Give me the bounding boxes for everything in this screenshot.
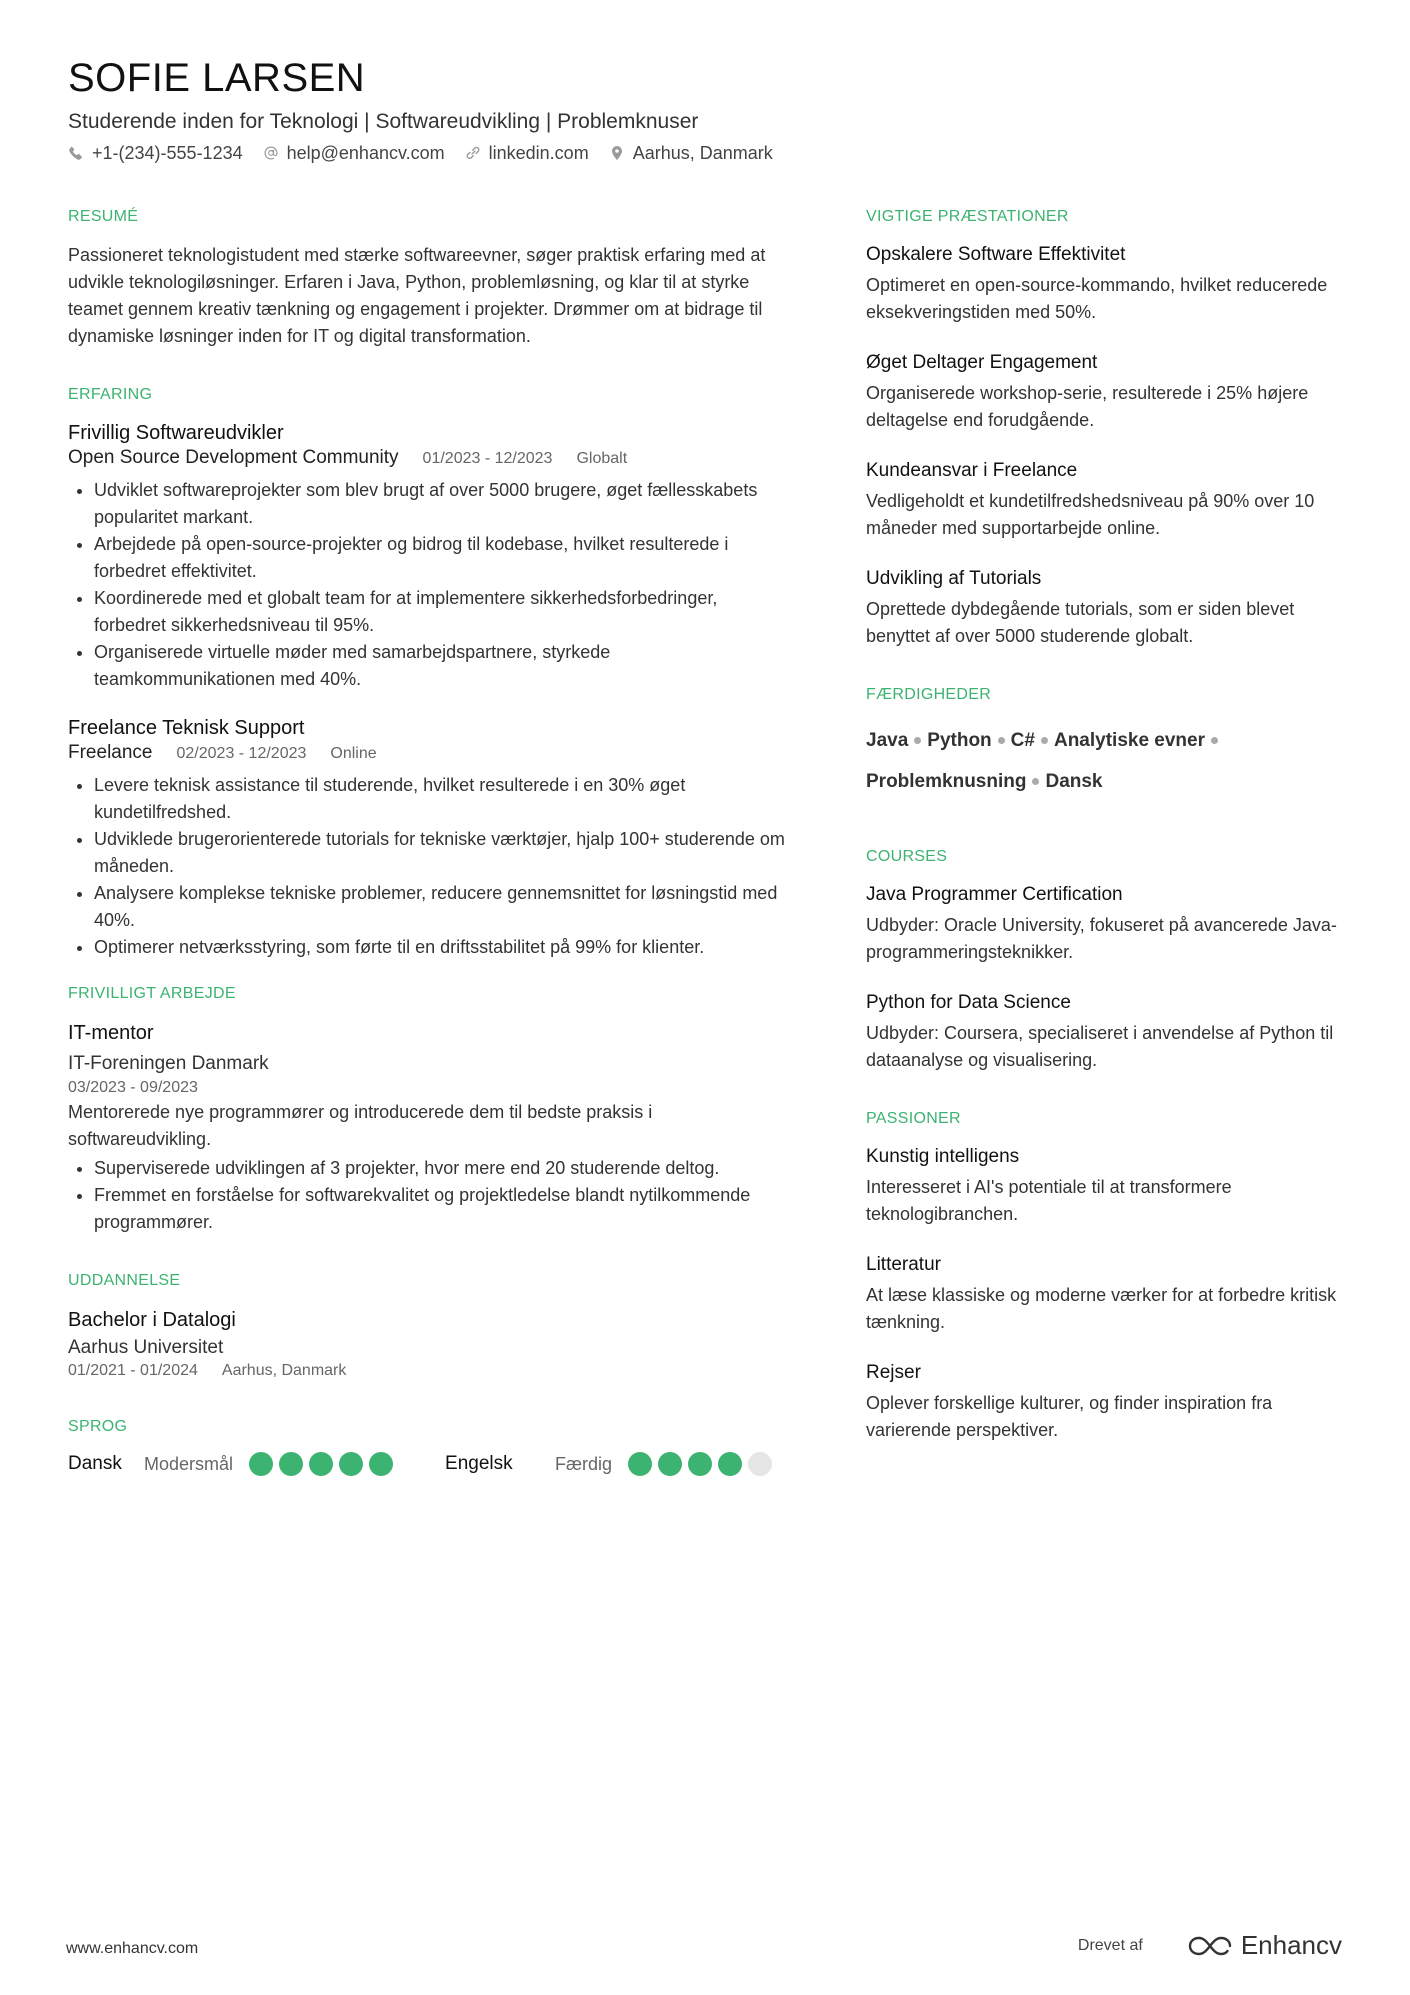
- passion-title: Kunstig intelligens: [866, 1146, 1020, 1167]
- job-bullets: [68, 477, 788, 693]
- separator-dot-icon: [914, 737, 921, 744]
- link-icon: [465, 145, 481, 161]
- bullet-item: • Analysere komplekse tekniske problemer, reducere gennemsnittet for løsningstid med 40%.: [94, 880, 788, 934]
- education-dates: 01/2021 - 01/2024: [68, 1362, 198, 1379]
- achievement-item: [866, 458, 1346, 542]
- passion-desc: Interesseret i AI's potentiale til at transformere teknologibranchen.: [866, 1177, 1232, 1224]
- skill-item: Java: [866, 730, 909, 751]
- course-title: Python for Data Science: [866, 992, 1071, 1013]
- section-title: FRIVILLIGT ARBEJDE: [68, 985, 236, 1002]
- section-title: VIGTIGE PRÆSTATIONER: [866, 208, 1069, 225]
- bullet-item: • Arbejdede på open-source-projekter og bidrog til kodebase, hvilket resulterede i forbedret effektivitet.: [94, 531, 788, 585]
- achievement-title: Udvikling af Tutorials: [866, 568, 1042, 589]
- skill-item: Analytiske evner: [1053, 730, 1205, 751]
- separator-dot-icon: [1032, 778, 1039, 785]
- skill-item: Dansk: [1045, 771, 1103, 792]
- rating-dot-filled: [309, 1452, 333, 1476]
- contact-location: [609, 140, 773, 166]
- job-entry: [68, 715, 788, 961]
- achievement-title: Kundeansvar i Freelance: [866, 460, 1078, 481]
- passion-title: Litteratur: [866, 1254, 941, 1275]
- achievement-desc: Organiserede workshop-serie, resulterede i 25% højere deltagelse end forudgående.: [866, 383, 1309, 430]
- achievements-section: [866, 206, 1346, 650]
- experience-section: [68, 384, 788, 961]
- skill-item: C#: [1010, 730, 1035, 751]
- language-name: Dansk: [68, 1453, 122, 1474]
- courses-section: [866, 846, 1346, 1074]
- course-item: [866, 882, 1346, 966]
- brand-name: Enhancv: [1240, 1930, 1342, 1960]
- separator-dot-icon: [1041, 737, 1048, 744]
- language-rating: [249, 1452, 393, 1476]
- summary-text: Passioneret teknologistudent med stærke softwareevner, søger praktisk erfaring med at udvikle teknologiløsninger. Erfaren i Java, Python, problemløsning, og klar til at styrke teamet gennem kreativ tænkning og engagement i projekter. Drømmer om at bidrage til dynamiske løsninger inden for IT og digital transformation.: [68, 245, 766, 346]
- education-location: Aarhus, Danmark: [221, 1362, 347, 1379]
- course-desc: Udbyder: Oracle University, fokuseret på avancerede Java-programmeringsteknikker.: [866, 915, 1337, 962]
- job-title: Frivillig Softwareudvikler: [68, 422, 284, 444]
- separator-dot-icon: [1211, 737, 1218, 744]
- job-dates: 02/2023 - 12/2023: [176, 745, 307, 762]
- job-company: Freelance: [68, 742, 153, 763]
- rating-dot-filled: [279, 1452, 303, 1476]
- linkedin-text: linkedin.com: [488, 143, 589, 163]
- contact-row: [68, 140, 1348, 166]
- section-title: UDDANNELSE: [68, 1272, 181, 1289]
- section-title: PASSIONER: [866, 1110, 961, 1127]
- section-title: FÆRDIGHEDER: [866, 686, 992, 703]
- job-title: Freelance Teknisk Support: [68, 717, 305, 739]
- contact-linkedin[interactable]: [465, 140, 589, 166]
- bullet-item: • Fremmet en forståelse for softwarekvalitet og projektledelse blandt nytilkommende programmører.: [94, 1182, 788, 1236]
- skill-item: Python: [927, 730, 992, 751]
- resume-section: [68, 206, 788, 350]
- achievement-item: [866, 566, 1346, 650]
- education-meta: [68, 1360, 788, 1382]
- job-bullets: [68, 772, 788, 961]
- candidate-name: SOFIE LARSEN: [68, 56, 366, 100]
- passion-title: Rejser: [866, 1362, 921, 1383]
- course-title: Java Programmer Certification: [866, 884, 1123, 905]
- volunteer-role: IT-mentor: [68, 1022, 154, 1044]
- job-meta: [68, 446, 788, 471]
- rating-dot-filled: [718, 1452, 742, 1476]
- achievement-title: Opskalere Software Effektivitet: [866, 244, 1126, 265]
- skills-list: [866, 720, 1346, 802]
- achievement-item: [866, 242, 1346, 326]
- rating-dot-empty: [748, 1452, 772, 1476]
- location-pin-icon: [609, 145, 625, 161]
- enhancv-logo[interactable]: [1187, 1930, 1342, 1961]
- language-name: Engelsk: [445, 1453, 513, 1474]
- bullet-item: • Levere teknisk assistance til studerende, hvilket resulterede i en 30% øget kundetilfredshed.: [94, 772, 788, 826]
- bullet-item: • Organiserede virtuelle møder med samarbejdspartnere, styrkede teamkommunikationen med 40%.: [94, 639, 788, 693]
- rating-dot-filled: [339, 1452, 363, 1476]
- rating-dot-filled: [369, 1452, 393, 1476]
- section-title: SPROG: [68, 1418, 128, 1435]
- passion-desc: Oplever forskellige kulturer, og finder inspiration fra varierende perspektiver.: [866, 1393, 1273, 1440]
- bullet-item: • Superviserede udviklingen af 3 projekter, hvor mere end 20 studerende deltog.: [94, 1155, 788, 1182]
- section-title: ERFARING: [68, 386, 153, 403]
- job-dates: 01/2023 - 12/2023: [422, 450, 553, 467]
- school: Aarhus Universitet: [68, 1337, 224, 1358]
- language-level: Færdig: [555, 1453, 613, 1474]
- contact-email[interactable]: [263, 140, 445, 166]
- job-location: Online: [330, 745, 377, 762]
- bullet-item: • Udviklede brugerorienterede tutorials for tekniske værktøjer, hjalp 100+ studerende om måneden.: [94, 826, 788, 880]
- right-column: [866, 206, 1346, 1478]
- section-title: RESUMÉ: [68, 208, 139, 225]
- at-sign-icon: [263, 145, 279, 161]
- achievement-title: Øget Deltager Engagement: [866, 352, 1098, 373]
- rating-dot-filled: [658, 1452, 682, 1476]
- rating-dot-filled: [688, 1452, 712, 1476]
- rating-dot-filled: [249, 1452, 273, 1476]
- phone-text: +1-(234)-555-1234: [92, 143, 243, 163]
- skill-item: Problemknusning: [866, 771, 1027, 792]
- passion-desc: At læse klassiske og moderne værker for at forbedre kritisk tænkning.: [866, 1285, 1337, 1332]
- languages-section: [68, 1416, 788, 1476]
- left-column: [68, 206, 788, 1510]
- infinity-logo-icon: [1187, 1933, 1233, 1959]
- phone-icon: [68, 145, 84, 161]
- job-entry: [68, 420, 788, 693]
- course-item: [866, 990, 1346, 1074]
- achievement-desc: Vedligeholdt et kundetilfredshedsniveau på 90% over 10 måneder med supportarbejde online.: [866, 491, 1315, 538]
- location-text: Aarhus, Danmark: [632, 143, 773, 163]
- achievement-item: [866, 350, 1346, 434]
- separator-dot-icon: [998, 737, 1005, 744]
- bullet-item: • Koordinerede med et globalt team for at implementere sikkerhedsforbedringer, forbedret sikkerhedsniveau til 95%.: [94, 585, 788, 639]
- email-text: help@enhancv.com: [286, 143, 445, 163]
- passion-item: [866, 1144, 1346, 1228]
- language-item: [68, 1452, 393, 1476]
- candidate-subtitle: Studerende inden for Teknologi | Softwareudvikling | Problemknuser: [68, 110, 699, 133]
- education-section: [68, 1270, 788, 1382]
- bullet-item: • Udviklet softwareprojekter som blev brugt af over 5000 brugere, øget fællesskabets popularitet markant.: [94, 477, 788, 531]
- footer-branding: [1078, 1930, 1342, 1961]
- passions-section: [866, 1108, 1346, 1444]
- section-title: COURSES: [866, 848, 948, 865]
- volunteer-dates: 03/2023 - 09/2023: [68, 1079, 198, 1096]
- volunteer-section: [68, 983, 788, 1236]
- volunteer-desc: Mentorerede nye programmører og introducerede dem til bedste praksis i softwareudvikling.: [68, 1102, 653, 1149]
- contact-phone[interactable]: [68, 140, 243, 166]
- job-meta: [68, 741, 788, 766]
- rating-dot-filled: [628, 1452, 652, 1476]
- course-desc: Udbyder: Coursera, specialiseret i anvendelse af Python til dataanalyse og visualisering.: [866, 1023, 1334, 1070]
- skills-section: [866, 684, 1346, 802]
- powered-by-text: Drevet af: [1077, 1936, 1143, 1954]
- resume-header: [68, 52, 1348, 166]
- bullet-item: • Optimerer netværksstyring, som førte til en driftsstabilitet på 99% for klienter.: [94, 934, 788, 961]
- degree: Bachelor i Datalogi: [68, 1309, 236, 1331]
- language-list: [68, 1452, 788, 1476]
- language-rating: [628, 1452, 772, 1476]
- footer-website[interactable]: www.enhancv.com: [66, 1940, 199, 1957]
- passion-item: [866, 1360, 1346, 1444]
- volunteer-bullets: [68, 1155, 788, 1236]
- volunteer-org: IT-Foreningen Danmark: [68, 1053, 269, 1074]
- language-level: Modersmål: [144, 1453, 234, 1474]
- language-item: [445, 1452, 772, 1476]
- passion-item: [866, 1252, 1346, 1336]
- achievement-desc: Optimeret en open-source-kommando, hvilket reducerede eksekveringstiden med 50%.: [866, 275, 1328, 322]
- job-location: Globalt: [576, 450, 628, 467]
- achievement-desc: Oprettede dybdegående tutorials, som er siden blevet benyttet af over 5000 studerende globalt.: [866, 599, 1295, 646]
- job-company: Open Source Development Community: [68, 447, 399, 468]
